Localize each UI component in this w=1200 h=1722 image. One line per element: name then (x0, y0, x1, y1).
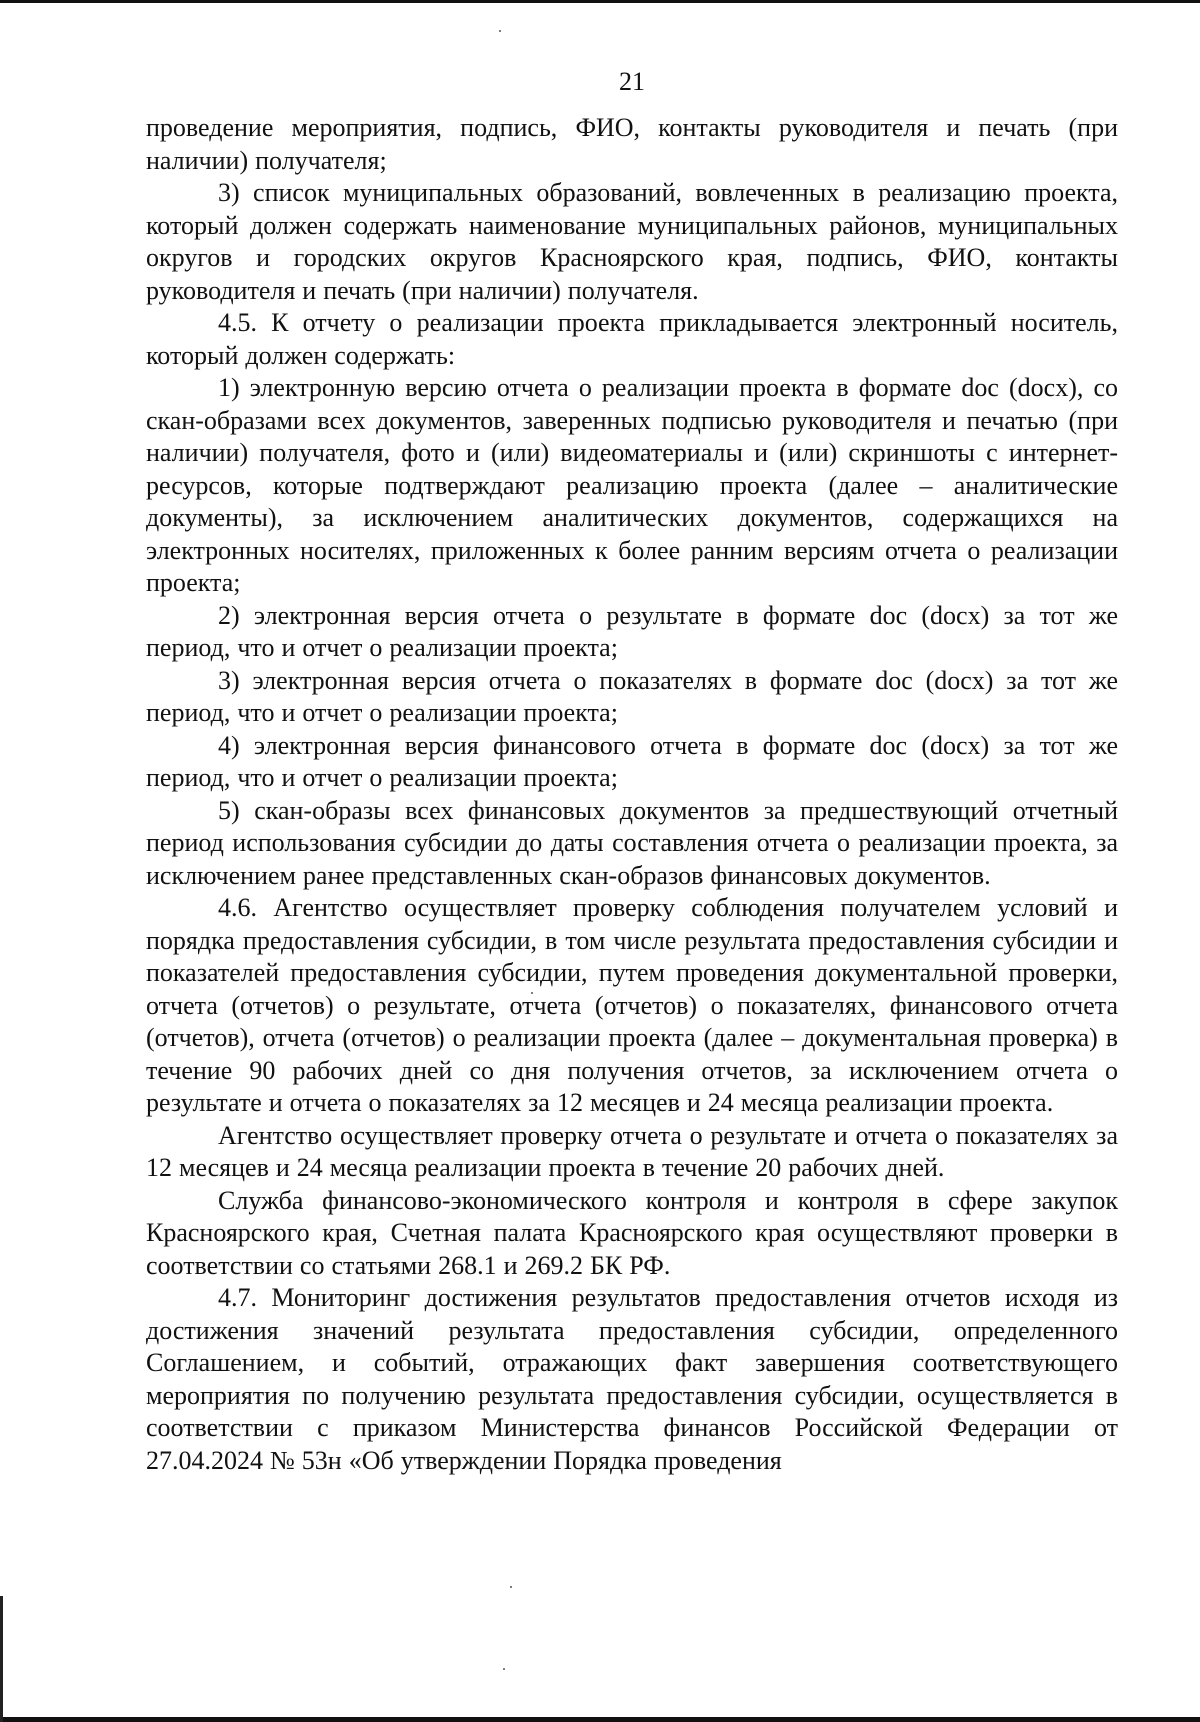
scan-speck (499, 30, 501, 32)
section-4-5: 4.5. К отчету о реализации проекта прикладывается электронный носитель, который должен содержать: (146, 308, 1118, 370)
section-4-7: 4.7. Мониторинг достижения результатов предоставления отчетов исходя из достижения значений результата предоставления субсидии, определенного Соглашением, и событий, отражающих факт завершения соответствующего мероприятия по получению результата предоставления субсидии, осуществляется в соответствии с приказом Министерства финансов Российской Федерации от 27.04.2024 № 53н «Об утверждении Порядка проведения (146, 1283, 1118, 1475)
list-item-5-scanned-documents: 5) скан-образы всех финансовых документов за предшествующий отчетный период использования субсидии до даты составления отчета о реализации проекта, за исключением ранее представленных скан-образов финансовых документов. (146, 795, 1118, 890)
list-item-1-electronic-report: 1) электронную версию отчета о реализации проекта в формате doc (docx), со скан-образами всех документов, заверенных подписью руководителя и печатью (при наличии) получателя, фото и (или) видеоматериалы и (или) скриншоты с интернет-ресурсов, которые подтверждают реализацию проекта (далее – аналитические документы), за исключением аналитических документов, содержащихся на электронных носителях, приложенных к более ранним версиям отчета о реализации проекта; (146, 373, 1118, 597)
list-item-3-municipalities: 3) список муниципальных образований, вовлеченных в реализацию проекта, который должен содержать наименование муниципальных районов, муниципальных округов и городских округов Красноярского края, подпись, ФИО, контакты руководителя и печать (при наличии) получателя. (146, 178, 1118, 305)
list-item-3-indicators-report: 3) электронная версия отчета о показателях в формате doc (docx) за тот же период, что и отчет о реализации проекта; (146, 665, 1118, 727)
list-item-2-result-report: 2) электронная версия отчета о результате в формате doc (docx) за тот же период, что и отчет о реализации проекта; (146, 600, 1118, 662)
scan-speck (503, 1668, 505, 1670)
paragraph-continuation: проведение мероприятия, подпись, ФИО, контакты руководителя и печать (при наличии) получателя; (146, 113, 1118, 175)
scan-bottom-edge (0, 1717, 1200, 1722)
list-item-4-financial-report: 4) электронная версия финансового отчета в формате doc (docx) за тот же период, что и отчет о реализации проекта; (146, 730, 1118, 792)
page-number: 21 (619, 67, 645, 96)
paragraph-agency-check: Агентство осуществляет проверку отчета о результате и отчета о показателях за 12 месяцев и 24 месяца реализации проекта в течение 20 рабочих дней. (146, 1120, 1118, 1182)
paragraph-control-service: Служба финансово-экономического контроля и контроля в сфере закупок Красноярского края, Счетная палата Красноярского края осуществляют проверки в соответствии со статьями 268.1 и 269.2 БК РФ. (146, 1185, 1118, 1280)
scan-top-edge (0, 0, 1200, 3)
scan-speck (510, 1586, 512, 1588)
section-4-6: 4.6. Агентство осуществляет проверку соблюдения получателем условий и порядка предоставления субсидии, в том числе результата предоставления субсидии и показателей предоставления субсидии, путем проведения документальной проверки, отчета (отчетов) о результате, отчета (отчетов) о показателях, финансового отчета (отчетов), отчета (отчетов) о реализации проекта (далее – документальная проверка) в течение 90 рабочих дней со дня получения отчетов, за исключением отчета о результате и отчета о показателях за 12 месяцев и 24 месяца реализации проекта. (146, 893, 1118, 1117)
scan-left-edge (0, 1596, 3, 1722)
document-page (146, 66, 1118, 1477)
